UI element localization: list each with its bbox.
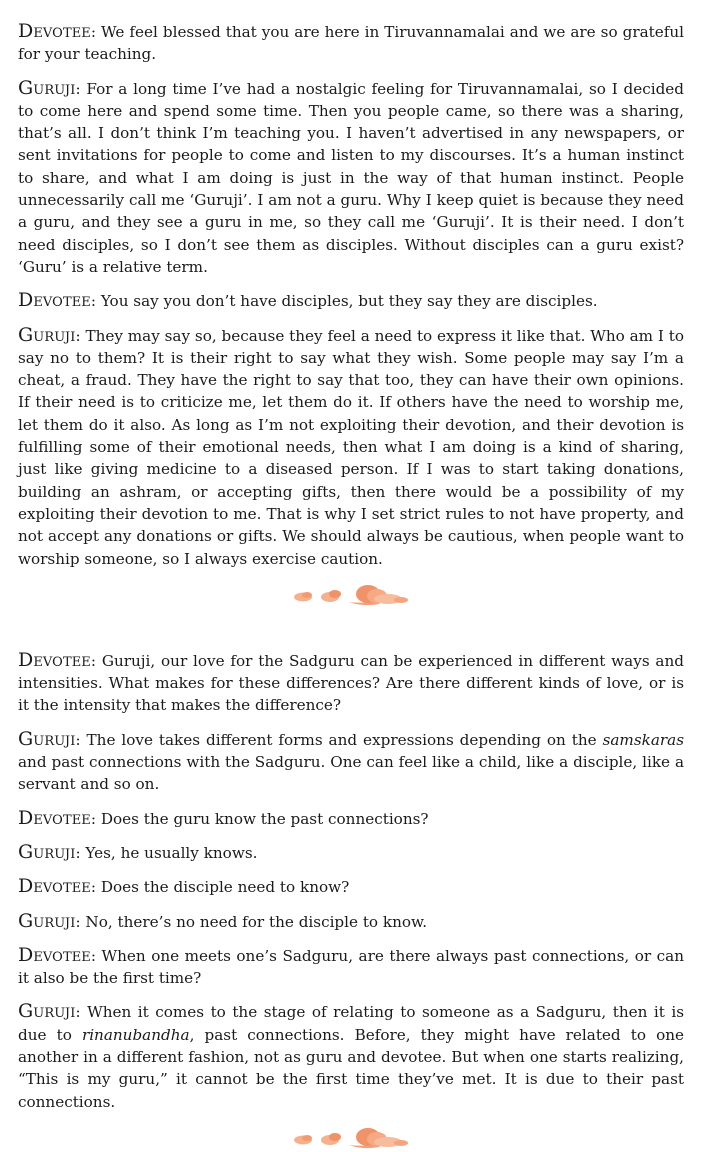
speaker-label: Guruji xyxy=(18,727,76,750)
term-rinanubandha: rinanubandha xyxy=(81,1025,190,1044)
section-divider xyxy=(18,581,684,609)
dialogue-text: : For a long time I’ve had a nostalgic feeling for Tiruvannamalai, so I decided to come here and spend some time. Then you people came, so there was a sharing, that’s all. I don’t think I’m teaching you. I haven’t advertised in any newspapers, or sent invitations for people to come and listen to my discourses. It’s a human instinct to share, and what I am doing is just in the way of that human instinct. People unnecessarily call me ‘Guruji’. I am not a guru. Why I keep quiet is because they need a guru, and they see a guru in me, so they call me ‘Guruji’. It is their need. I don’t need disciples, so I don’t see them as disciples. Without disciples can a guru exist? ‘Guru’ is a relative term. xyxy=(18,79,684,276)
lotus-petals-ornament-icon xyxy=(293,582,409,608)
dialogue-devotee xyxy=(18,944,684,990)
dialogue-guruji xyxy=(18,841,684,864)
dialogue-text: : When one meets one’s Sadguru, are there always past connections, or can it also be the first time? xyxy=(18,946,684,988)
speaker-label: Devotee xyxy=(18,943,91,966)
speaker-label: Guruji xyxy=(18,909,76,932)
dialogue-text: : We feel blessed that you are here in Tiruvannamalai and we are so grateful for your teaching. xyxy=(18,23,684,64)
dialogue-devotee xyxy=(18,20,684,66)
dialogue-text: , past connections. Before, they might have related to one another in a different fashion, not as guru and devotee. But when one starts realizing, “This is my guru,” it cannot be the first time they’ve met. It is due to their past connections. xyxy=(18,1025,684,1111)
dialogue-text: : The love takes different forms and expressions depending on the xyxy=(75,730,603,749)
speaker-label: Devotee xyxy=(18,806,91,829)
dialogue-guruji xyxy=(18,324,684,570)
dialogue-text: : You say you don’t have disciples, but they say they are disciples. xyxy=(90,292,598,311)
dialogue-guruji xyxy=(18,728,684,796)
dialogue-devotee xyxy=(18,807,684,830)
dialogue-text: : Yes, he usually knows. xyxy=(75,843,258,862)
dialogue-guruji xyxy=(18,1000,684,1112)
dialogue-guruji xyxy=(18,910,684,933)
dialogue-devotee xyxy=(18,875,684,898)
speaker-label: Guruji xyxy=(18,323,76,346)
dialogue-text: : Does the disciple need to know? xyxy=(90,878,350,897)
dialogue-guruji xyxy=(18,77,684,279)
dialogue-text: : No, there’s no need for the disciple to know. xyxy=(75,912,428,931)
speaker-label: Guruji xyxy=(18,1000,76,1023)
dialogue-text: : Does the guru know the past connections? xyxy=(90,809,429,828)
speaker-label: Guruji xyxy=(18,840,76,863)
term-samskaras: samskaras xyxy=(602,730,684,749)
dialogue-text: and past connections with the Sadguru. One can feel like a child, like a disciple, like a servant and so on. xyxy=(18,753,684,794)
dialogue-devotee xyxy=(18,649,684,717)
speaker-label: Guruji xyxy=(18,76,76,99)
speaker-label: Devotee xyxy=(18,20,91,42)
dialogue-text: : They may say so, because they feel a need to express it like that. Who am I to say no to them? It is their right to say what they wish. Some people may say I’m a cheat, a fraud. They have the right to say that too, they can have their own opinions. If their need is to criticize me, let them do it. If others have the need to worship me, let them do it also. As long as I’m not exploiting their devotion, and their devotion is fulfilling some of their emotional needs, then what I am doing is a kind of sharing, just like giving medicine to a diseased person. If I was to start taking donations, building an ashram, or accepting gifts, then there would be a possibility of my exploiting their devotion to me. That is why I set strict rules to not have property, and not accept any donations or gifts. We should always be cautious, when people want to worship someone, so I always exercise caution. xyxy=(18,326,684,568)
speaker-label: Devotee xyxy=(18,289,91,312)
speaker-label: Devotee xyxy=(18,875,91,898)
dialogue-text: : When it comes to the stage of relating to someone as a Sadguru, then it is due to xyxy=(18,1003,684,1044)
dialogue-devotee xyxy=(18,289,684,312)
document-page xyxy=(18,20,684,1152)
section-divider xyxy=(18,1124,684,1152)
speaker-label: Devotee xyxy=(18,648,91,671)
dialogue-text: : Guruji, our love for the Sadguru can be experienced in different ways and intensities. What makes for these differences? Are there different kinds of love, or is it the intensity that makes the difference? xyxy=(18,651,684,715)
